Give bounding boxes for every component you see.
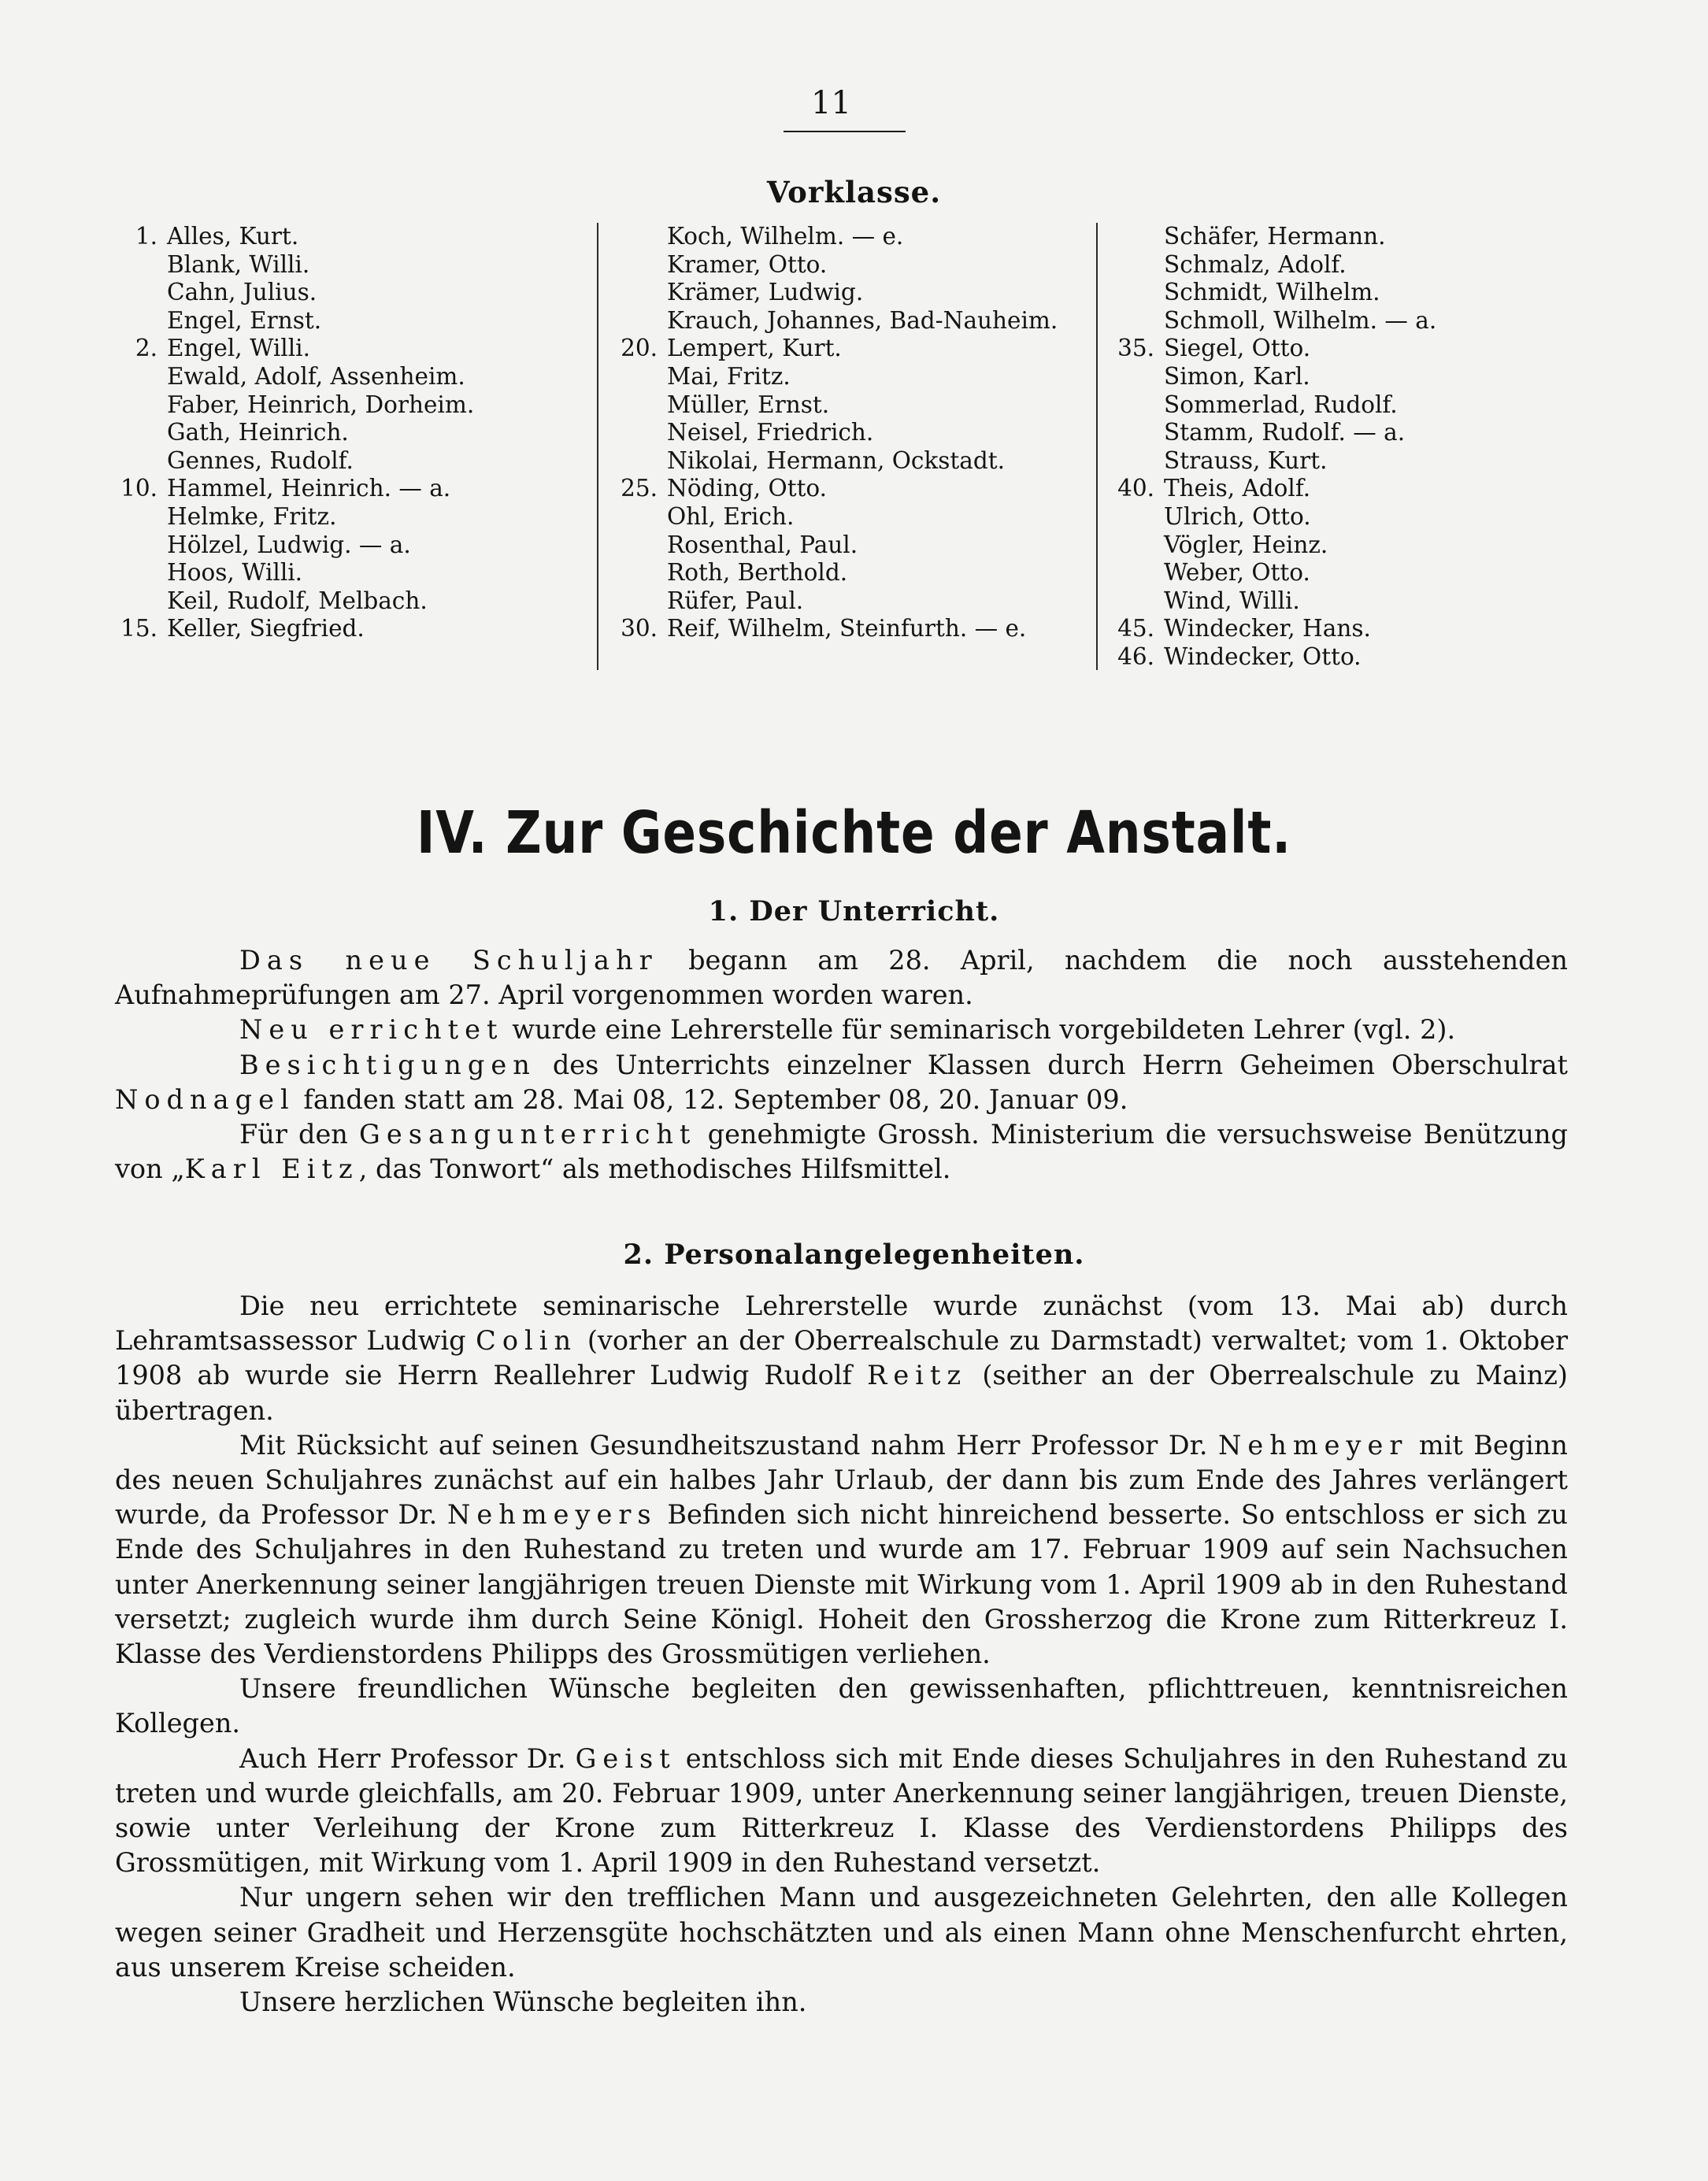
paragraph: Unsere herzlichen Wünsche begleiten ihn. [239,1987,807,2018]
spaced-name: Karl Eitz [184,1153,359,1185]
student-name: Strauss, Kurt. [1164,446,1328,474]
student-name: Blank, Willi. [167,250,310,278]
spaced-name: Nodnagel [115,1083,295,1115]
spaced-name: Nehmeyer [1218,1429,1409,1461]
student-name: Lempert, Kurt. [667,335,842,362]
student-name: Faber, Heinrich, Dorheim. [167,391,475,418]
student-number: 1. [135,223,157,250]
subheading-unterricht: 1. Der Unterricht. [708,895,1000,928]
student-name: Windecker, Hans. [1164,615,1371,642]
body-block-personal [115,1289,1568,2020]
text: Befinden sich nicht hinreichend besserte. So entschloss er sich zu Ende des Schuljahres in den Ruhestand zu treten und wurde am 17. Februar 1909 auf sein Nachsuchen unter Anerkennung seiner langjährigen treuen Dienste mit Wirkung vom 1. April 1909 ab in den Ruhestand versetzt; zugleich wurde ihm durch Seine Königl. Hoheit den Grossherzog die Krone zum Ritterkreuz I. Klasse des Verdienstordens Philipps des Grossmütigen verliehen. [115,1499,1568,1670]
student-name: Vögler, Heinz. [1164,531,1328,558]
text: Die neu errichtete seminarische Lehrerstelle wurde zunächst (vom 13. Mai ab) durch Lehramtsassessor Ludwig [115,1290,1568,1357]
page-number-rule [784,131,906,132]
student-name: Roth, Berthold. [667,559,848,587]
student-name: Simon, Karl. [1164,362,1310,390]
student-number: 46. [1117,642,1154,670]
spaced-name: Reitz [867,1360,968,1391]
student-name: Windecker, Otto. [1164,642,1362,670]
student-name: Ulrich, Otto. [1164,502,1311,530]
student-name: Siegel, Otto. [1164,335,1311,362]
student-number: 45. [1117,615,1154,642]
student-name: Hölzel, Ludwig. — a. [167,531,411,558]
text: Auch Herr Professor Dr. [239,1742,576,1774]
student-name: Mai, Fritz. [667,362,791,390]
student-name: Schmoll, Wilhelm. — a. [1164,306,1437,334]
student-number: 25. [621,475,658,502]
body-block-unterricht [115,943,1568,1187]
paragraph [115,1117,1568,1187]
section-heading: IV. Zur Geschichte der Anstalt. [416,799,1292,867]
student-name: Nöding, Otto. [667,475,828,502]
text: , das Tonwort“ als methodisches Hilfsmittel. [358,1153,951,1185]
spaced-name: Colin [476,1325,578,1357]
paragraph [115,1048,1568,1117]
student-number: 15. [120,615,157,642]
column-divider [597,223,598,670]
paragraph: Nur ungern sehen wir den trefflichen Mann und ausgezeichneten Gelehrten, den alle Kollegen wegen seiner Gradheit und Herzensgüte hochschätzten und als einen Mann ohne Menschenfurcht ehrten, aus unserem Kreise scheiden. [115,1882,1568,1983]
paragraph [115,1428,1568,1672]
student-name: Ohl, Erich. [667,502,795,530]
text: des Unterrichts einzelner Klassen durch Herrn Geheimen Oberschulrat [535,1049,1568,1080]
spaced-phrase: Das neue Schuljahr [239,945,658,976]
student-number: 20. [621,335,658,362]
spaced-phrase: Neu errichtet [239,1014,504,1046]
student-name: Weber, Otto. [1164,559,1310,587]
student-name: Rosenthal, Paul. [667,531,858,558]
text: begann am 28. April, nachdem die noch ausstehenden Aufnahmeprüfungen am 27. April vorgenommen worden waren. [115,945,1568,1011]
spaced-name: Geist [575,1742,676,1774]
paragraph: Unsere freundlichen Wünsche begleiten den gewissenhaften, pflichttreuen, kenntnisreichen Kollegen. [115,1673,1568,1739]
student-name: Theis, Adolf. [1164,475,1311,502]
text: fanden statt am 28. Mai 08, 12. September 08, 20. Januar 09. [295,1083,1128,1115]
student-name: Ewald, Adolf, Assenheim. [167,362,465,390]
student-name: Krämer, Ludwig. [667,279,864,306]
student-name: Koch, Wilhelm. — e. [667,223,904,250]
student-name: Krauch, Johannes, Bad-Nauheim. [667,306,1058,334]
text: wurde eine Lehrerstelle für seminarisch vorgebildeten Lehrer (vgl. 2). [503,1014,1456,1046]
text: (vorher an der Oberrealschule zu Darmstadt) verwaltet; vom 1. Oktober 1908 ab wurde sie Herrn Reallehrer Ludwig Rudolf [115,1325,1568,1391]
student-name: Keller, Siegfried. [167,615,365,642]
student-name: Hoos, Willi. [167,559,303,587]
student-name: Müller, Ernst. [667,391,830,418]
student-name: Gennes, Rudolf. [167,446,354,474]
student-name: Wind, Willi. [1164,587,1300,614]
spaced-phrase: Gesangunterricht [359,1119,697,1150]
student-name: Kramer, Otto. [667,250,828,278]
spaced-phrase: Besichtigungen [239,1049,536,1080]
paragraph [115,943,1568,1013]
paragraph [115,1742,1568,1881]
text: (seither an der Oberrealschule zu Mainz) übertragen. [115,1360,1568,1426]
spaced-name: Nehmeyers [447,1499,658,1531]
student-number: 2. [135,335,157,362]
student-name: Alles, Kurt. [167,223,299,250]
student-name: Neisel, Friedrich. [667,419,874,446]
student-name: Gath, Heinrich. [167,419,349,446]
student-name: Reif, Wilhelm, Steinfurth. — e. [667,615,1027,642]
student-number: 40. [1117,475,1154,502]
student-name: Nikolai, Hermann, Ockstadt. [667,446,1005,474]
student-name: Sommerlad, Rudolf. [1164,391,1398,418]
text: entschloss sich mit Ende dieses Schuljahres in den Ruhestand zu treten und wurde gleichfalls, am 20. Februar 1909, unter Anerkennung seiner langjährigen, treuen Dienste, sowie unter Verleihung der Krone zum Ritterkreuz I. Klasse des Verdienstordens Philipps des Grossmütigen, mit Wirkung vom 1. April 1909 in den Ruhestand versetzt. [115,1742,1568,1879]
text: Mit Rücksicht auf seinen Gesundheitszustand nahm Herr Professor Dr. [239,1429,1219,1461]
student-name: Cahn, Julius. [167,279,317,306]
student-name: Schmalz, Adolf. [1164,250,1347,278]
student-name: Engel, Ernst. [167,306,322,334]
subheading-personal: 2. Personalangelegenheiten. [623,1239,1085,1271]
vorklasse-title: Vorklasse. [766,175,942,209]
student-name: Schmidt, Wilhelm. [1164,279,1380,306]
student-number: 30. [621,615,658,642]
student-name: Keil, Rudolf, Melbach. [167,587,428,614]
paragraph [115,1289,1568,1428]
student-name: Rüfer, Paul. [667,587,804,614]
text: genehmigte Grossh. Ministerium die versuchsweise Benützung von „ [115,1119,1568,1185]
page-number: 11 [811,85,851,121]
student-number: 35. [1117,335,1154,362]
text: mit Beginn des neuen Schuljahres zunächst auf ein halbes Jahr Urlaub, der dann bis zum Ende des Jahres verlängert wurde, da Professor Dr. [115,1429,1569,1531]
column-divider [1096,223,1098,670]
student-name: Schäfer, Hermann. [1164,223,1386,250]
student-name: Engel, Willi. [167,335,310,362]
paragraph [115,1013,1568,1047]
text: Für den [239,1119,360,1150]
student-name: Stamm, Rudolf. — a. [1164,419,1406,446]
student-name: Helmke, Fritz. [167,502,337,530]
student-number: 10. [120,475,157,502]
student-name: Hammel, Heinrich. — a. [167,475,451,502]
